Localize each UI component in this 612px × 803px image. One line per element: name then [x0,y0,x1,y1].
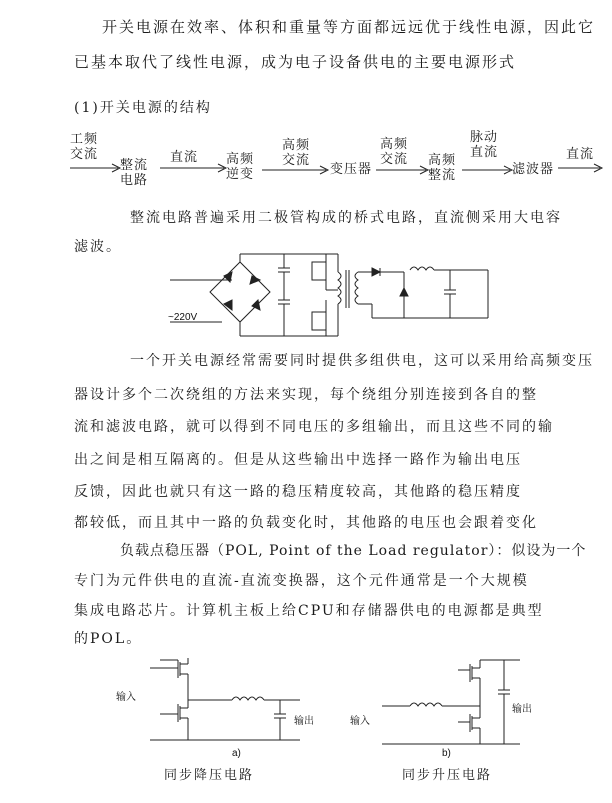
fig-b-input-label: 输入 [350,716,370,727]
fig-b-sublabel: b) [442,748,451,759]
fig-a-output-label: 输出 [294,716,314,727]
flow-hf-inverter: 高频 逆变 [226,152,255,182]
ac-voltage-label: ~220V [168,312,198,323]
flow-dc1: 直流 [170,150,199,165]
paragraph1-line2: 已基本取代了线性电源，成为电子设备供电的主要电源形式 [74,53,517,71]
fig-a-input-label: 输入 [116,692,136,703]
flow-ac-input: 工频 交流 [70,132,99,162]
paragraph3-line3: 流和滤波电路，就可以得到不同电压的多组输出，而且这些不同的输 [74,419,554,435]
paragraph3-line6: 都较低，而且其中一路的负载变化时，其他路的电压也会跟着变化 [74,515,538,531]
paragraph3-line5: 反馈，因此也就只有这一路的稳压精度较高，其他路的稳压精度 [74,484,522,500]
fig-b-caption: 同步升压电路 [402,768,493,783]
fig-a-caption: 同步降压电路 [164,768,255,783]
flow-hf-ac1: 高频 交流 [282,138,311,168]
flow-dc-out: 直流 [566,147,595,162]
fig-b-output-label: 输出 [512,704,532,715]
section-heading: (1)开关电源的结构 [74,100,212,116]
flow-rectifier: 整流 电路 [120,158,149,188]
paragraph4-line2: 专门为元件供电的直流-直流变换器，这个元件通常是一个大规模 [74,573,529,589]
paragraph3-line1: 一个开关电源经常需要同时提供多组供电，这可以采用给高频变压 [130,353,594,369]
paragraph3-line2: 器设计多个二次绕组的方法来实现，每个绕组分别连接到各自的整 [74,387,538,403]
flow-filter: 滤波器 [512,162,555,177]
paragraph3-line4: 出之间是相互隔离的。但是从这些输出中选择一路作为输出电压 [74,452,522,468]
flow-transformer: 变压器 [330,162,373,177]
paragraph2-line1: 整流电路普遍采用二极管构成的桥式电路，直流侧采用大电容 [130,210,562,226]
flow-hf-ac2: 高频 交流 [380,137,409,167]
paragraph4-line4: 的POL。 [74,631,143,647]
flow-hf-rectifier: 高频 整流 [428,153,457,183]
paragraph4-line3: 集成电路芯片。计算机主板上给CPU和存储器供电的电源都是典型 [74,603,544,619]
paragraph2-line2: 滤波。 [74,239,122,255]
paragraph4-line1: 负载点稳压器（POL, Point of the Load regulator）：似设为一个 [120,543,587,559]
fig-a-sublabel: a) [232,748,241,759]
flow-pulse-dc: 脉动 直流 [470,130,499,160]
paragraph1-line1: 开关电源在效率、体积和重量等方面都远远优于线性电源，因此它 [102,18,596,36]
